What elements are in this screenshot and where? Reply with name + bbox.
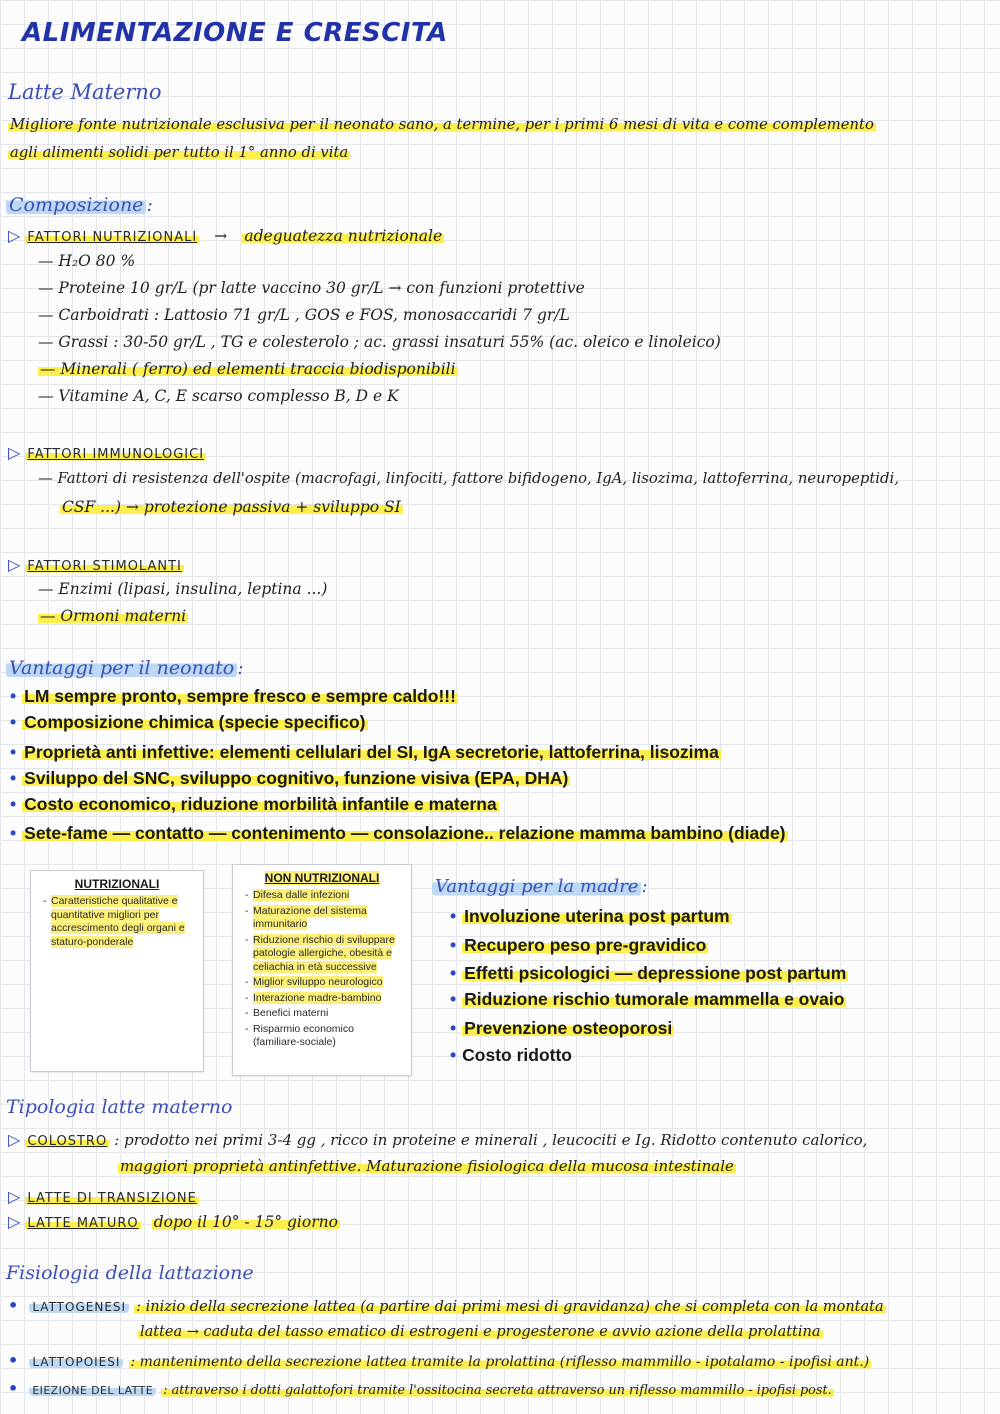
nutrizionali-item: — Proteine 10 gr/L (pr latte vaccino 30 gr/L → con funzioni protettive [38, 279, 585, 297]
card-non-nutrizionali-item: - Riduzione rischio di sviluppare patologie allergiche, obesità e celiachia in età successive [245, 934, 403, 975]
card-non-nutrizionali-item: - Miglior sviluppo neurologico [245, 976, 403, 990]
vantaggio-neonato-item: • Sviluppo del SNC, sviluppo cognitivo, funzione visiva (EPA, DHA) [10, 768, 569, 788]
immunologici-line-2: CSF ...) → protezione passiva + sviluppo SI [62, 498, 401, 516]
section-heading-vantaggi-neonato: Vantaggi per il neonato : [6, 657, 244, 679]
fattori-nutrizionali-label: FATTORI NUTRIZIONALI [27, 230, 198, 245]
eiezione-label: EIEZIONE DEL LATTE [29, 1384, 156, 1397]
maturo-row [8, 1212, 340, 1231]
colostro-text-2: maggiori proprietà antinfettive. Maturazione fisiologica della mucosa intestinale [120, 1157, 734, 1175]
immunologici-line-1: — Fattori di resistenza dell'ospite (macrofagi, linfociti, fattore bifidogeno, IgA, lisozima, lattoferrina, neuropeptidi, [38, 470, 899, 487]
lattogenesi-text-2: lattea → caduta del tasso ematico di estrogeni e progesterone e avvio azione della prolattina [140, 1324, 821, 1340]
eiezione-text: : attraverso i dotti galattofori tramite l'ossitocina secreta attraverso un riflesso mammillo - ipofisi post. [163, 1383, 832, 1398]
card-nutrizionali-item: - Caratteristiche qualitative e quantitative migliori per accrescimento degli organi e staturo-ponderale [43, 895, 195, 949]
lattogenesi-text: : inizio della secrezione lattea (a partire dai primi mesi di gravidanza) che si completa con la montata [136, 1299, 884, 1315]
vantaggio-madre-item: • Recupero peso pre-gravidico [450, 935, 707, 955]
vantaggio-neonato-item: • LM sempre pronto, sempre fresco e sempre caldo!!! [10, 686, 456, 706]
adeguatezza-nutrizionale: adeguatezza nutrizionale [244, 227, 443, 245]
arrow-right-icon: ▷ [8, 1130, 21, 1149]
nutrizionali-item: — H₂O 80 % [38, 252, 136, 270]
card-non-nutrizionali-title: NON NUTRIZIONALI [264, 871, 380, 885]
vantaggio-madre-item: • Prevenzione osteoporosi [450, 1018, 673, 1038]
stimolanti-item: — Ormoni materni [40, 607, 187, 625]
card-non-nutrizionali-item: - Risparmio economico (familiare-sociale) [245, 1023, 403, 1050]
fattori-stimolanti-row [8, 555, 184, 574]
vantaggio-madre-item: • Involuzione uterina post partum [450, 906, 730, 926]
vantaggio-madre-item: • Effetti psicologici — depressione post partum [450, 963, 847, 983]
nutrizionali-item: — Vitamine A, C, E scarso complesso B, D e K [38, 387, 399, 405]
arrow-right-icon: ▷ [8, 1187, 21, 1206]
section-heading-tipologia: Tipologia latte materno [6, 1096, 233, 1118]
card-non-nutrizionali-item: - Benefici materni [245, 1007, 403, 1021]
arrow-right-icon: ▷ [8, 555, 21, 574]
fattori-immunologici-row [8, 443, 206, 462]
colostro-label: COLOSTRO [27, 1134, 108, 1149]
fattori-stimolanti-label: FATTORI STIMOLANTI [27, 559, 182, 574]
colostro-text: : prodotto nei primi 3-4 gg , ricco in proteine e minerali , leucociti e Ig. Ridotto contenuto calorico, [114, 1131, 868, 1149]
vantaggio-neonato-item: • Sete-fame — contatto — contenimento — consolazione.. relazione mamma bambino (diade) [10, 823, 786, 843]
vantaggio-neonato-item: • Composizione chimica (specie specifico) [10, 712, 366, 732]
latte-maturo-text: dopo il 10° - 15° giorno [153, 1213, 338, 1231]
arrow-right-icon: ▷ [8, 443, 21, 462]
card-non-nutrizionali-item: - Interazione madre-bambino [245, 992, 403, 1006]
colostro-row [8, 1130, 867, 1149]
transizione-row [8, 1187, 199, 1206]
implication-arrow-icon: → [214, 227, 228, 245]
nutrizionali-item: — Carboidrati : Lattosio 71 gr/L , GOS e FOS, monosaccaridi 7 gr/L [38, 306, 570, 324]
nutrizionali-item: — Grassi : 30-50 gr/L , TG e colesterolo ; ac. grassi insaturi 55% (ac. oleico e linoleico) [38, 333, 721, 351]
lattogenesi-row: • LATTOGENESI : inizio della secrezione lattea (a partire dai primi mesi di gravidanza) che si completa con la montata [8, 1296, 884, 1315]
nutrizionali-item: — Minerali ( ferro) ed elementi traccia biodisponibili [40, 360, 456, 378]
stimolanti-item: — Enzimi (lipasi, insulina, leptina ...) [38, 580, 328, 598]
fattori-immunologici-label: FATTORI IMMUNOLOGICI [27, 447, 205, 462]
vantaggio-madre-item: • Costo ridotto [450, 1045, 572, 1065]
eiezione-row: • EIEZIONE DEL LATTE : attraverso i dotti galattofori tramite l'ossitocina secreta attraverso un riflesso mammillo - ipofisi post. [8, 1379, 832, 1398]
card-non-nutrizionali [232, 864, 412, 1076]
section-heading-vantaggi-madre: Vantaggi per la madre : [432, 876, 648, 897]
card-nutrizionali [30, 870, 204, 1072]
section-heading-fisiologia: Fisiologia della lattazione [6, 1262, 254, 1284]
section-heading-latte-materno: Latte Materno [8, 80, 162, 104]
fattori-nutrizionali-row [8, 226, 444, 245]
latte-materno-line-1: Migliore fonte nutrizionale esclusiva per il neonato sano, a termine, per i primi 6 mesi di vita e come complemento [10, 116, 874, 133]
latte-materno-line-2: agli alimenti solidi per tutto il 1° anno di vita [10, 144, 349, 161]
vantaggio-neonato-item: • Proprietà anti infettive: elementi cellulari del SI, IgA secretorie, lattoferrina, lisozima [10, 742, 719, 762]
section-heading-composizione: Composizione : [6, 194, 153, 216]
lattogenesi-label: LATTOGENESI [29, 1300, 129, 1314]
page-title: ALIMENTAZIONE E CRESCITA [22, 18, 448, 48]
arrow-right-icon: ▷ [8, 1212, 21, 1231]
vantaggio-madre-item: • Riduzione rischio tumorale mammella e ovaio [450, 989, 845, 1009]
card-nutrizionali-title: NUTRIZIONALI [74, 877, 160, 891]
latte-transizione-label: LATTE DI TRANSIZIONE [27, 1191, 197, 1206]
arrow-right-icon: ▷ [8, 226, 21, 245]
card-non-nutrizionali-item: - Difesa dalle infezioni [245, 889, 403, 903]
card-non-nutrizionali-item: - Maturazione del sistema immunitario [245, 905, 403, 932]
latte-maturo-label: LATTE MATURO [27, 1216, 139, 1231]
lattopoiesi-row: • LATTOPOIESI : mantenimento della secrezione lattea tramite la prolattina (riflesso mammillo - ipotalamo - ipofisi ant.) [8, 1351, 870, 1370]
lattopoiesi-text: : mantenimento della secrezione lattea tramite la prolattina (riflesso mammillo - ipotalamo - ipofisi ant.) [130, 1354, 870, 1370]
lattopoiesi-label: LATTOPOIESI [29, 1355, 123, 1369]
vantaggio-neonato-item: • Costo economico, riduzione morbilità infantile e materna [10, 794, 497, 814]
